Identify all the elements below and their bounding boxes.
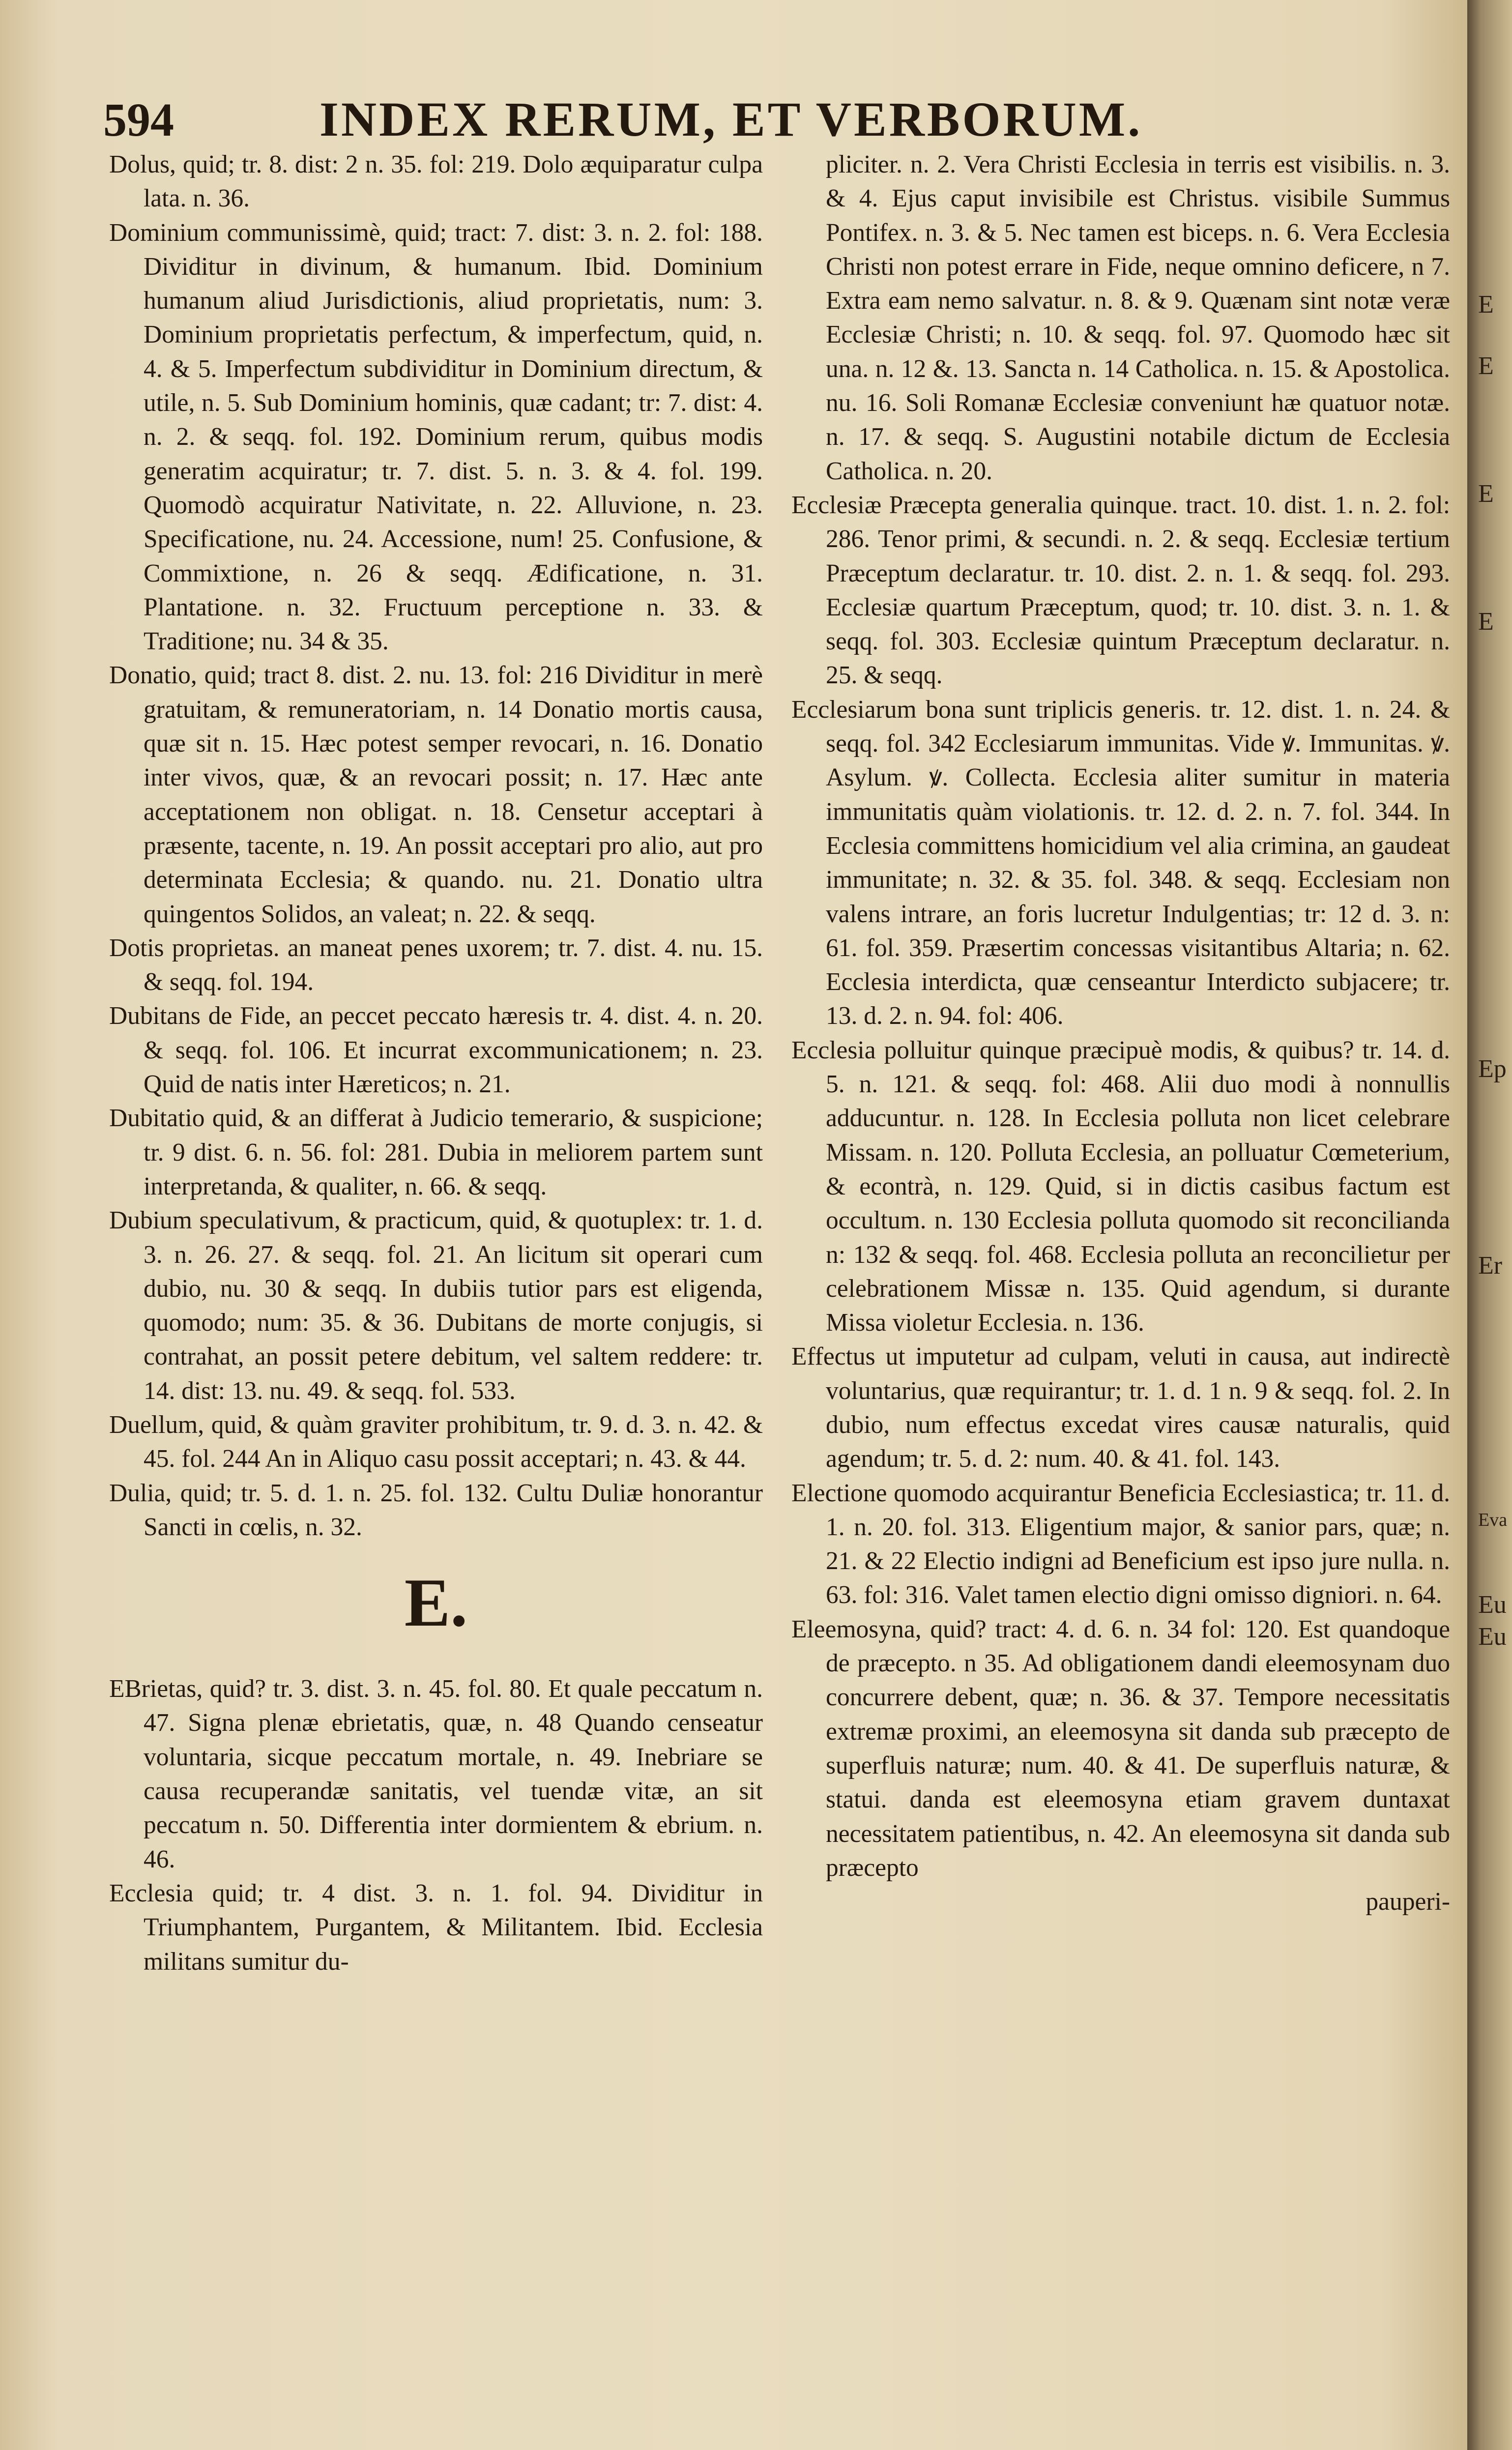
running-title: INDEX RERUM, ET VERBORUM. [320, 92, 1143, 146]
catchword: pauperi- [1366, 1888, 1450, 1916]
index-entry: EBrietas, quid? tr. 3. dist. 3. n. 45. fol. 80. Et quale peccatum n. 47. Signa plenæ ebrietatis, quæ, n. 48 Quando censeatur voluntaria, sicque peccatum mortale, n. 49. Inebriare se causa recuperandæ sanitatis, vel tuendæ vitæ, an sit peccatum n. 50. Differentia inter dormientem & ebrium. n. 46. [109, 1675, 763, 1873]
index-entry-continued: pliciter. n. 2. Vera Christi Ecclesia in terris est visibilis. n. 3. & 4. Ejus caput invisibile est Christus. visibile Summus Pontifex. n. 3. & 5. Nec tamen est biceps. n. 6. Vera Ecclesia Christi non potest errare in Fide, neque omnino deficere, n 7. Extra eam nemo salvatur. n. 8. & 9. Quænam sint notæ veræ Ecclesiæ Christi; n. 10. & seqq. fol. 97. Quomodo hæc sit una. n. 12 &. 13. Sancta n. 14 Catholica. n. 15. & Apostolica. nu. 16. Soli Romanæ Ecclesiæ conveniunt hæ quatuor notæ. n. 17. & seqq. S. Augustini notabile dictum de Ecclesia Catholica. n. 20. [826, 150, 1450, 485]
edge-letter: E [1478, 291, 1494, 319]
index-entry: Ecclesiarum bona sunt triplicis generis. tr. 12. dist. 1. n. 24. & seqq. fol. 342 Ecclesiarum immunitas. Vide ꝟ. Immunitas. ꝟ. Asylum. ꝟ. Collecta. Ecclesia aliter sumitur in materia immunitatis quàm violationis. tr. 12. d. 2. n. 7. fol. 344. In Ecclesia committens homicidium vel alia crimina, an gaudeat immunitate; n. 32. & 35. fol. 348. & seqq. Ecclesiam non valens intrare, an foris lucretur Indulgentias; tr: 12 d. 3. n: 61. fol. 359. Præsertim concessas visitantibus Altaria; n. 62. Ecclesia interdicta, quæ censeantur Interdicto subjacere; tr. 13. d. 2. n. 94. fol: 406. [791, 695, 1450, 1030]
section-heading-letter: E. [404, 1565, 468, 1641]
edge-letter: Eva [1478, 1510, 1508, 1530]
edge-letter: Eu [1478, 1623, 1507, 1651]
index-entry: Duellum, quid, & quàm graviter prohibitum, tr. 9. d. 3. n. 42. & 45. fol. 244 An in Aliquo casu possit acceptari; n. 43. & 44. [109, 1410, 763, 1473]
index-entry: Dolus, quid; tr. 8. dist: 2 n. 35. fol: 219. Dolo æquiparatur culpa lata. n. 36. [109, 150, 763, 213]
index-entry: Dulia, quid; tr. 5. d. 1. n. 25. fol. 132. Cultu Duliæ honorantur Sancti in cœlis, n. 32. [109, 1479, 763, 1541]
left-column [109, 147, 763, 1979]
index-entry: Electione quomodo acquirantur Beneficia Ecclesiastica; tr. 11. d. 1. n. 20. fol. 313. Eligentium major, & sanior pars, quæ; n. 21. & 22 Electio indigni ad Beneficium est ipso jure nulla. n. 63. fol: 316. Valet tamen electio digni omisso digniori. n. 64. [791, 1479, 1450, 1609]
edge-letter: Ep [1478, 1055, 1507, 1083]
page-number: 594 [103, 93, 174, 146]
adjacent-page-edge [1467, 0, 1512, 2450]
right-column [791, 147, 1450, 1919]
index-entry: Ecclesia quid; tr. 4 dist. 3. n. 1. fol. 94. Dividitur in Triumphantem, Purgantem, & Militantem. Ibid. Ecclesia militans sumitur du- [109, 1879, 763, 1976]
index-entry: Dubitans de Fide, an peccet peccato hæresis tr. 4. dist. 4. n. 20. & seqq. fol. 106. Et incurrat excommunicationem; n. 23. Quid de natis inter Hæreticos; n. 21. [109, 1002, 763, 1099]
edge-letter: E [1478, 480, 1494, 508]
index-entry: Dotis proprietas. an maneat penes uxorem; tr. 7. dist. 4. nu. 15. & seqq. fol. 194. [109, 933, 763, 996]
edge-letter: E [1478, 608, 1494, 636]
index-entry: Ecclesia polluitur quinque præcipuè modis, & quibus? tr. 14. d. 5. n. 121. & seqq. fol: 468. Alii duo modi à nonnullis adducuntur. n. 128. In Ecclesia polluta non licet celebrare Missam. n. 120. Polluta Ecclesia, an polluatur Cœmeterium, & econtrà, n. 129. Quid, si in dictis casibus factum est occultum. n. 130 Ecclesia polluta quomodo sit reconcilianda n: 132 & seqq. fol. 468. Ecclesia polluta an reconcilietur per celebrationem Missæ n. 135. Quid agendum, si durante Missa violetur Ecclesia. n. 136. [791, 1036, 1450, 1337]
index-entry: Dubium speculativum, & practicum, quid, & quotuplex: tr. 1. d. 3. n. 26. 27. & seqq. fol. 21. An licitum sit operari cum dubio, nu. 30 & seqq. In dubiis tutior pars est eligenda, quomodo; num: 35. & 36. Dubitans de morte conjugis, si contrahat, an possit petere debitum, vel saltem reddere: tr. 14. dist: 13. nu. 49. & seqq. fol. 533. [109, 1206, 763, 1405]
index-entry: Dubitatio quid, & an differat à Judicio temerario, & suspicione; tr. 9 dist. 6. n. 56. fol: 281. Dubia in meliorem partem sunt interpretanda, & qualiter, n. 66. & seqq. [109, 1104, 763, 1200]
index-entry: Effectus ut imputetur ad culpam, veluti in causa, aut indirectè voluntarius, quæ requirantur; tr. 1. d. 1 n. 9 & seqq. fol. 2. In dubio, num effectus excedat vires causæ naturalis, quid agendum; tr. 5. d. 2: num. 40. & 41. fol. 143. [791, 1342, 1450, 1473]
index-entry: Donatio, quid; tract 8. dist. 2. nu. 13. fol: 216 Dividitur in merè gratuitam, & remuneratoriam, n. 14 Donatio mortis causa, quæ sit n. 15. Hæc potest semper revocari, n. 16. Donatio inter vivos, quæ, & an revocari possit; n. 17. Hæc ante acceptationem non obligat. n. 18. Censetur acceptari à præsente, tacente, n. 19. An possit acceptari pro alio, aut pro determinata Ecclesia; & quando. nu. 21. Donatio ultra quingentos Solidos, an valeat; n. 22. & seqq. [109, 661, 763, 928]
edge-letter: Eu [1478, 1591, 1507, 1619]
index-entry: Eleemosyna, quid? tract: 4. d. 6. n. 34 fol: 120. Est quandoque de præcepto. n 35. Ad obligationem dandi eleemosynam duo concurrere debent, quæ; n. 36. & 37. Tempore necessitatis extremæ proximi, an eleemosyna sit danda sub præcepto de superfluis naturæ; num. 40. & 41. De superfluis naturæ, & statui. danda est eleemosyna etiam gravem duntaxat necessitatem patientibus, n. 42. An eleemosyna sit danda sub præcepto [791, 1615, 1450, 1882]
edge-letter: Er [1478, 1252, 1503, 1280]
index-entry: Dominium communissimè, quid; tract: 7. dist: 3. n. 2. fol: 188. Dividitur in divinum, & humanum. Ibid. Dominium humanum aliud Jurisdictionis, aliud proprietatis, num: 3. Dominium proprietatis perfectum, & imperfectum, quid, n. 4. & 5. Imperfectum subdividitur in Dominium directum, & utile, n. 5. Sub Dominium hominis, quæ cadant; tr: 7. dist: 4. n. 2. & seqq. fol. 192. Dominium rerum, quibus modis generatim acquiratur; tr. 7. dist. 5. n. 3. & 4. fol. 199. Quomodò acquiratur Nativitate, n. 22. Alluvione, n. 23. Specificatione, nu. 24. Accessione, num! 25. Confusione, & Commixtione, n. 26 & seqq. Ædificatione, n. 31. Plantatione. n. 32. Fructuum perceptione n. 33. & Traditione; nu. 34 & 35. [109, 218, 763, 656]
index-entry: Ecclesiæ Præcepta generalia quinque. tract. 10. dist. 1. n. 2. fol: 286. Tenor primi, & secundi. n. 2. & seqq. Ecclesiæ tertium Præceptum declaratur. tr. 10. dist. 2. n. 1. & seqq. fol. 293. Ecclesiæ quartum Præceptum, quod; tr. 10. dist. 3. n. 1. & seqq. fol. 303. Ecclesiæ quintum Præceptum declaratur. n. 25. & seqq. [791, 491, 1450, 690]
page-header [103, 91, 1185, 150]
edge-letter: E [1478, 352, 1494, 380]
